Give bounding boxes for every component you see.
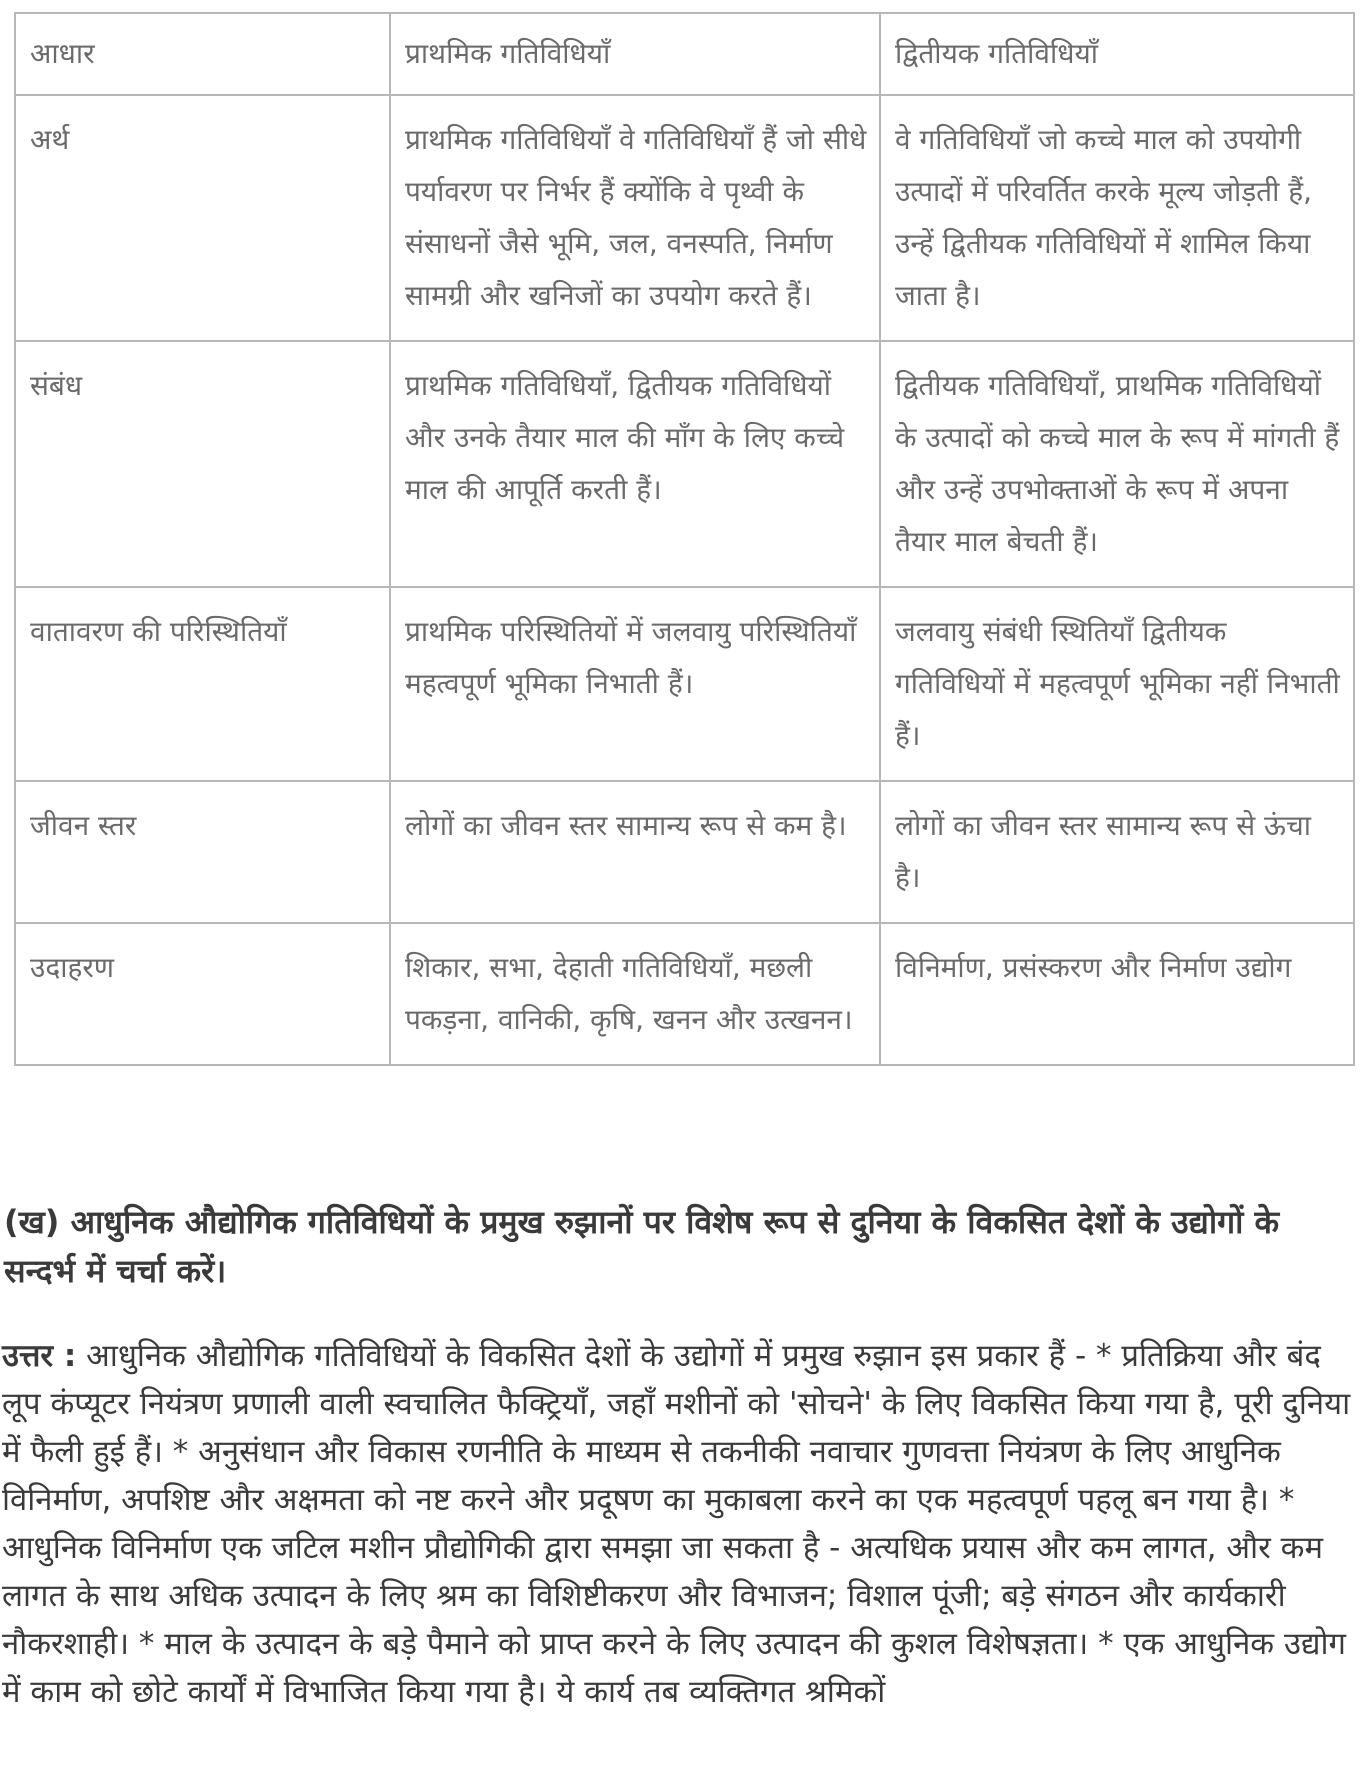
table-row (15, 923, 1354, 1065)
row-primary: लोगों का जीवन स्तर सामान्य रूप से कम है। (390, 781, 880, 923)
header-basis: आधार (15, 13, 390, 95)
row-secondary: विनिर्माण, प्रसंस्करण और निर्माण उद्योग (880, 923, 1354, 1065)
comparison-table (14, 12, 1355, 1066)
answer-paragraph (2, 1332, 1357, 1716)
header-primary-activities: प्राथमिक गतिविधियाँ (390, 13, 880, 95)
table-row (15, 781, 1354, 923)
row-basis: अर्थ (15, 95, 390, 341)
header-secondary-activities: द्वितीयक गतिविधियाँ (880, 13, 1354, 95)
row-primary: प्राथमिक गतिविधियाँ, द्वितीयक गतिविधियों और उनके तैयार माल की माँग के लिए कच्चे माल की आपूर्ति करती हैं। (390, 341, 880, 587)
table-row (15, 341, 1354, 587)
row-basis: वातावरण की परिस्थितियाँ (15, 587, 390, 781)
row-basis: जीवन स्तर (15, 781, 390, 923)
answer-label: उत्तर : (2, 1338, 77, 1374)
table-header-row (15, 13, 1354, 95)
table-row (15, 95, 1354, 341)
row-basis: संबंध (15, 341, 390, 587)
question-heading: (ख) आधुनिक औद्योगिक गतिविधियों के प्रमुख रुझानों पर विशेष रूप से दुनिया के विकसित देशों के उद्योगों के सन्दर्भ में चर्चा करें। (4, 1203, 1280, 1290)
row-primary: प्राथमिक गतिविधियाँ वे गतिविधियाँ हैं जो सीधे पर्यावरण पर निर्भर हैं क्योंकि वे पृथ्वी के संसाधनों जैसे भूमि, जल, वनस्पति, निर्माण सामग्री और खनिजों का उपयोग करते हैं। (390, 95, 880, 341)
table-row (15, 587, 1354, 781)
row-secondary: द्वितीयक गतिविधियाँ, प्राथमिक गतिविधियों के उत्पादों को कच्चे माल के रूप में मांगती हैं और उन्हें उपभोक्ताओं के रूप में अपना तैयार माल बेचती हैं। (880, 341, 1354, 587)
row-primary: प्राथमिक परिस्थितियों में जलवायु परिस्थितियाँ महत्वपूर्ण भूमिका निभाती हैं। (390, 587, 880, 781)
row-secondary: वे गतिविधियाँ जो कच्चे माल को उपयोगी उत्पादों में परिवर्तित करके मूल्य जोड़ती हैं, उन्हें द्वितीयक गतिविधियों में शामिल किया जाता है। (880, 95, 1354, 341)
answer-text: आधुनिक औद्योगिक गतिविधियों के विकसित देशों के उद्योगों में प्रमुख रुझान इस प्रकार हैं - * प्रतिक्रिया और बंद लूप कंप्यूटर नियंत्रण प्रणाली वाली स्वचालित फैक्ट्रियाँ, जहाँ मशीनों को 'सोचने' के लिए विकसित किया गया है, पूरी दुनिया में फैली हुई हैं। * अनुसंधान और विकास रणनीति के माध्यम से तकनीकी नवाचार गुणवत्ता नियंत्रण के लिए आधुनिक विनिर्माण, अपशिष्ट और अक्षमता को नष्ट करने और प्रदूषण का मुकाबला करने का एक महत्वपूर्ण पहलू बन गया है। * आधुनिक विनिर्माण एक जटिल मशीन प्रौद्योगिकी द्वारा समझा जा सकता है - अत्यधिक प्रयास और कम लागत, और कम लागत के साथ अधिक उत्पादन के लिए श्रम का विशिष्टीकरण और विभाजन; विशाल पूंजी; बड़े संगठन और कार्यकारी नौकरशाही। * माल के उत्पादन के बड़े पैमाने को प्राप्त करने के लिए उत्पादन की कुशल विशेषज्ञता। * एक आधुनिक उद्योग में काम को छोटे कार्यों में विभाजित किया गया है। ये कार्य तब व्यक्तिगत श्रमिकों (2, 1338, 1351, 1710)
row-basis: उदाहरण (15, 923, 390, 1065)
row-secondary: जलवायु संबंधी स्थितियाँ द्वितीयक गतिविधियों में महत्वपूर्ण भूमिका नहीं निभाती हैं। (880, 587, 1354, 781)
row-primary: शिकार, सभा, देहाती गतिविधियाँ, मछली पकड़ना, वानिकी, कृषि, खनन और उत्खनन। (390, 923, 880, 1065)
row-secondary: लोगों का जीवन स्तर सामान्य रूप से ऊंचा है। (880, 781, 1354, 923)
